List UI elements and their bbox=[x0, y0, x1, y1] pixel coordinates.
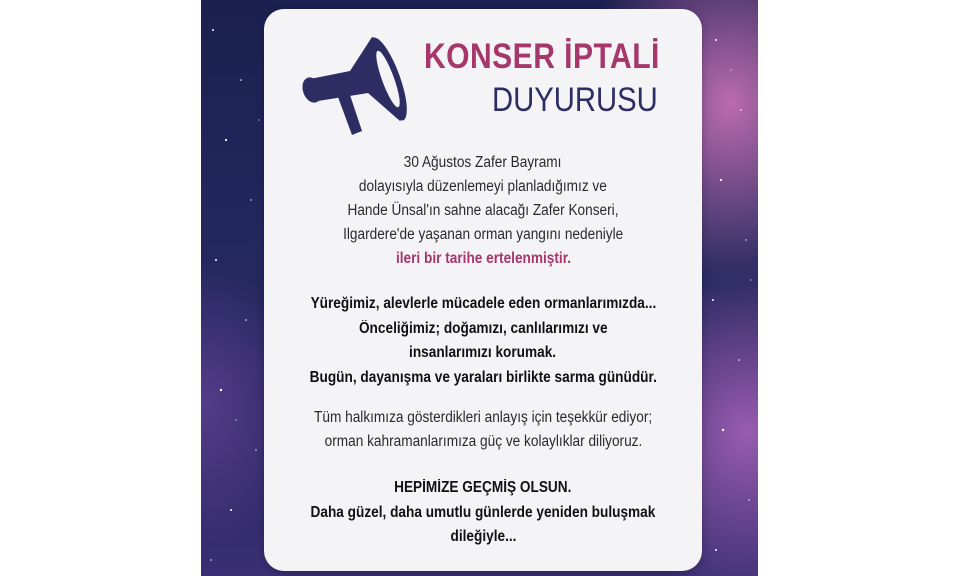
title-line-1: KONSER İPTALİ bbox=[424, 37, 660, 76]
text-line: Ilgardere'de yaşanan orman yangını nedeniyle bbox=[342, 226, 624, 243]
announcement-card bbox=[264, 9, 702, 571]
text-line: Önceliğimiz; doğamızı, canlılarımızı ve bbox=[358, 319, 608, 337]
text-line: Hande Ünsal'ın sahne alacağı Zafer Konseri, bbox=[347, 202, 619, 219]
text-line: orman kahramanlarımıza güç ve kolaylıklar diliyoruz. bbox=[324, 433, 642, 450]
text-line: dolayısıyla düzenlemeyi planladığımız ve bbox=[359, 178, 607, 195]
text-line: insanlarımızı korumak. bbox=[409, 344, 557, 361]
announcement-paragraph-3 bbox=[264, 406, 702, 454]
text-line: 30 Ağustos Zafer Bayramı bbox=[404, 154, 562, 171]
announcement-poster bbox=[201, 0, 758, 576]
postponed-highlight: ileri bir tarihe ertelenmiştir. bbox=[395, 250, 571, 267]
announcement-paragraph-4 bbox=[264, 476, 702, 550]
title-line-2: DUYURUSU bbox=[492, 81, 658, 119]
text-line: HEPİMİZE GEÇMİŞ OLSUN. bbox=[394, 479, 572, 496]
text-line: Daha güzel, daha umutlu günlerde yeniden buluşmak bbox=[310, 503, 656, 521]
announcement-paragraph-1 bbox=[264, 151, 702, 271]
text-line: Tüm halkımıza gösterdikleri anlayış için teşekkür ediyor; bbox=[313, 409, 653, 426]
megaphone-icon bbox=[290, 21, 420, 141]
announcement-paragraph-2 bbox=[264, 292, 702, 390]
text-line: Bugün, dayanışma ve yaraları birlikte sarma günüdür. bbox=[309, 368, 657, 386]
text-line: dileğiyle... bbox=[450, 528, 516, 545]
text-line: Yüreğimiz, alevlerle mücadele eden ormanlarımızda... bbox=[310, 295, 656, 312]
